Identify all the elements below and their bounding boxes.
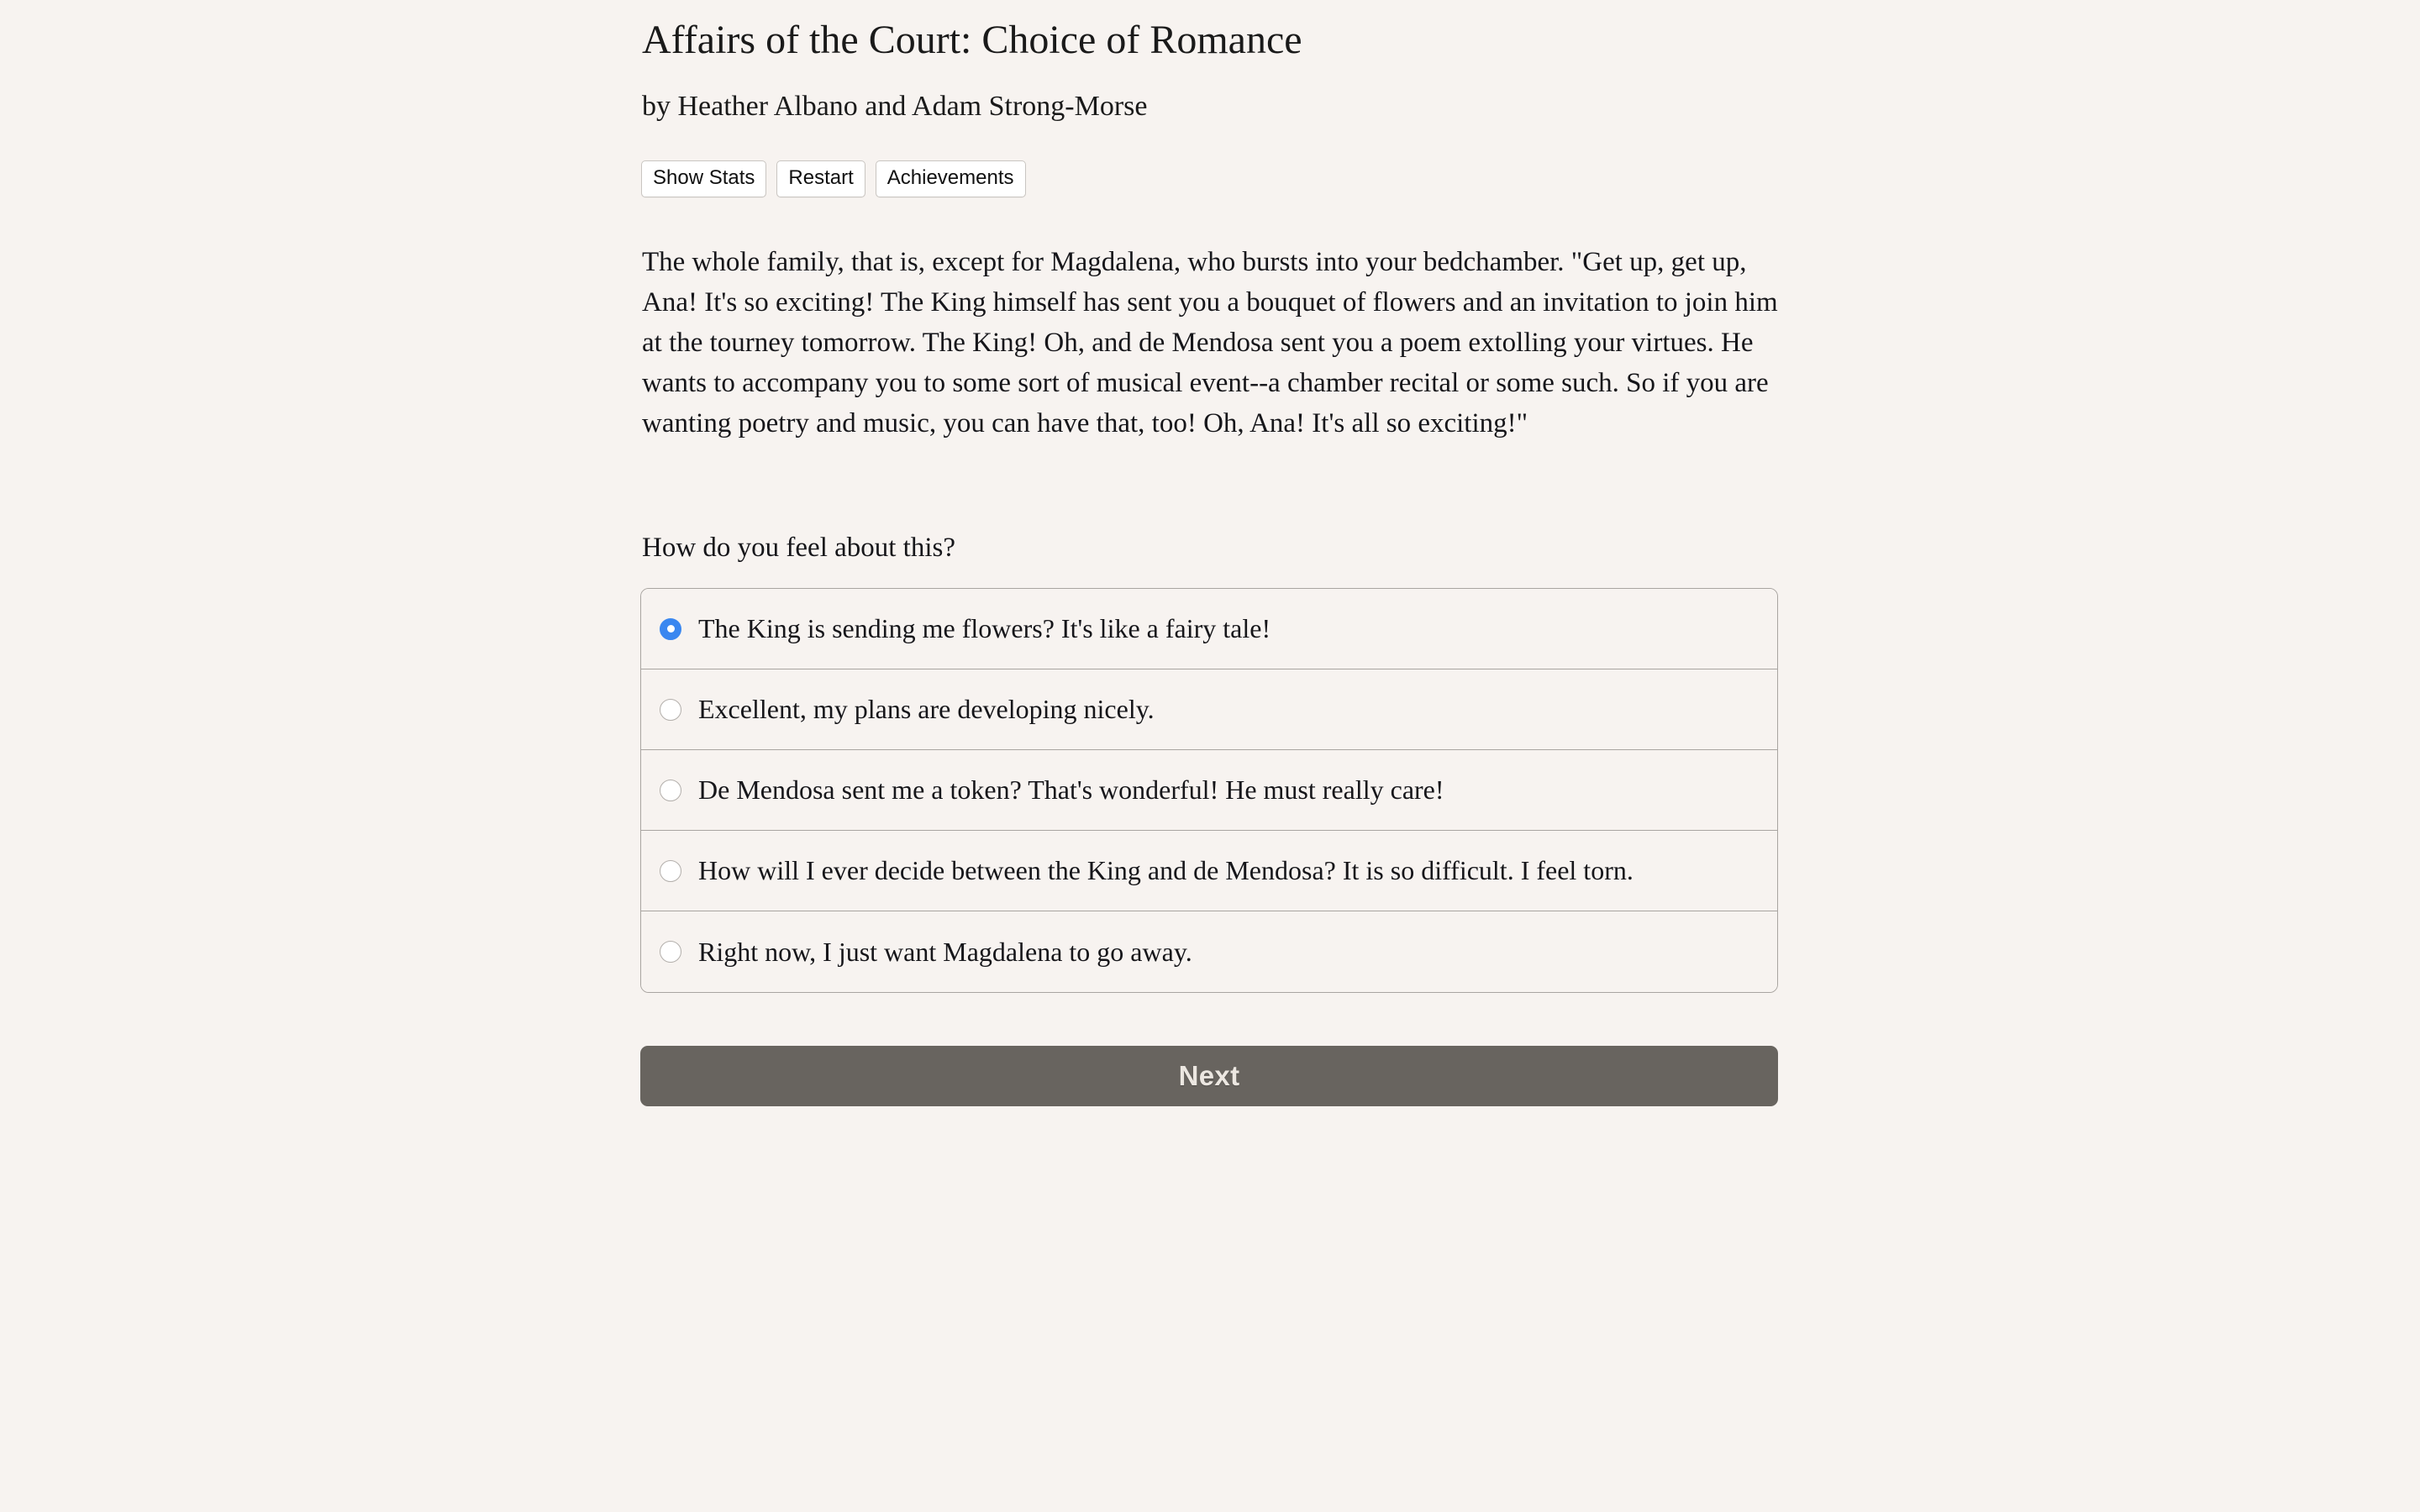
page-title: Affairs of the Court: Choice of Romance [642,18,1302,62]
question-prompt: How do you feel about this? [642,533,956,563]
show-stats-button[interactable]: Show Stats [641,160,766,197]
radio-icon[interactable] [660,860,681,882]
radio-icon[interactable] [660,941,681,963]
choice-label: How will I ever decide between the King and de Mendosa? It is so difficult. I feel torn. [698,855,1634,886]
choice-option-3[interactable] [641,750,1777,831]
story-text: The whole family, that is, except for Magdalena, who bursts into your bedchamber. "Get up, get up, Ana! It's so exciting! The King himself has sent you a bouquet of flowers and an invitation to join him at the tourney tomorrow. The King! Oh, and de Mendosa sent you a poem extolling your virtues. He wants to accompany you to some sort of musical event--a chamber recital or some such. So if you are wanting poetry and music, you can have that, too! Oh, Ana! It's all so exciting!" [642,247,1778,438]
radio-icon[interactable] [660,699,681,721]
choice-option-1[interactable] [641,589,1777,669]
choice-list [640,588,1778,993]
choice-label: The King is sending me flowers? It's like a fairy tale! [698,613,1271,644]
choice-option-5[interactable] [641,911,1777,992]
restart-button[interactable]: Restart [776,160,865,197]
next-button[interactable]: Next [640,1046,1778,1106]
choice-option-4[interactable] [641,831,1777,911]
achievements-button[interactable]: Achievements [876,160,1026,197]
author-byline: by Heather Albano and Adam Strong-Morse [642,91,1148,122]
radio-icon-selected[interactable] [660,618,681,640]
choice-label: Right now, I just want Magdalena to go away. [698,936,1192,967]
radio-icon[interactable] [660,780,681,801]
toolbar [641,160,1026,197]
choice-label: Excellent, my plans are developing nicely. [698,694,1155,725]
choice-option-2[interactable] [641,669,1777,750]
choice-label: De Mendosa sent me a token? That's wonderful! He must really care! [698,774,1444,806]
